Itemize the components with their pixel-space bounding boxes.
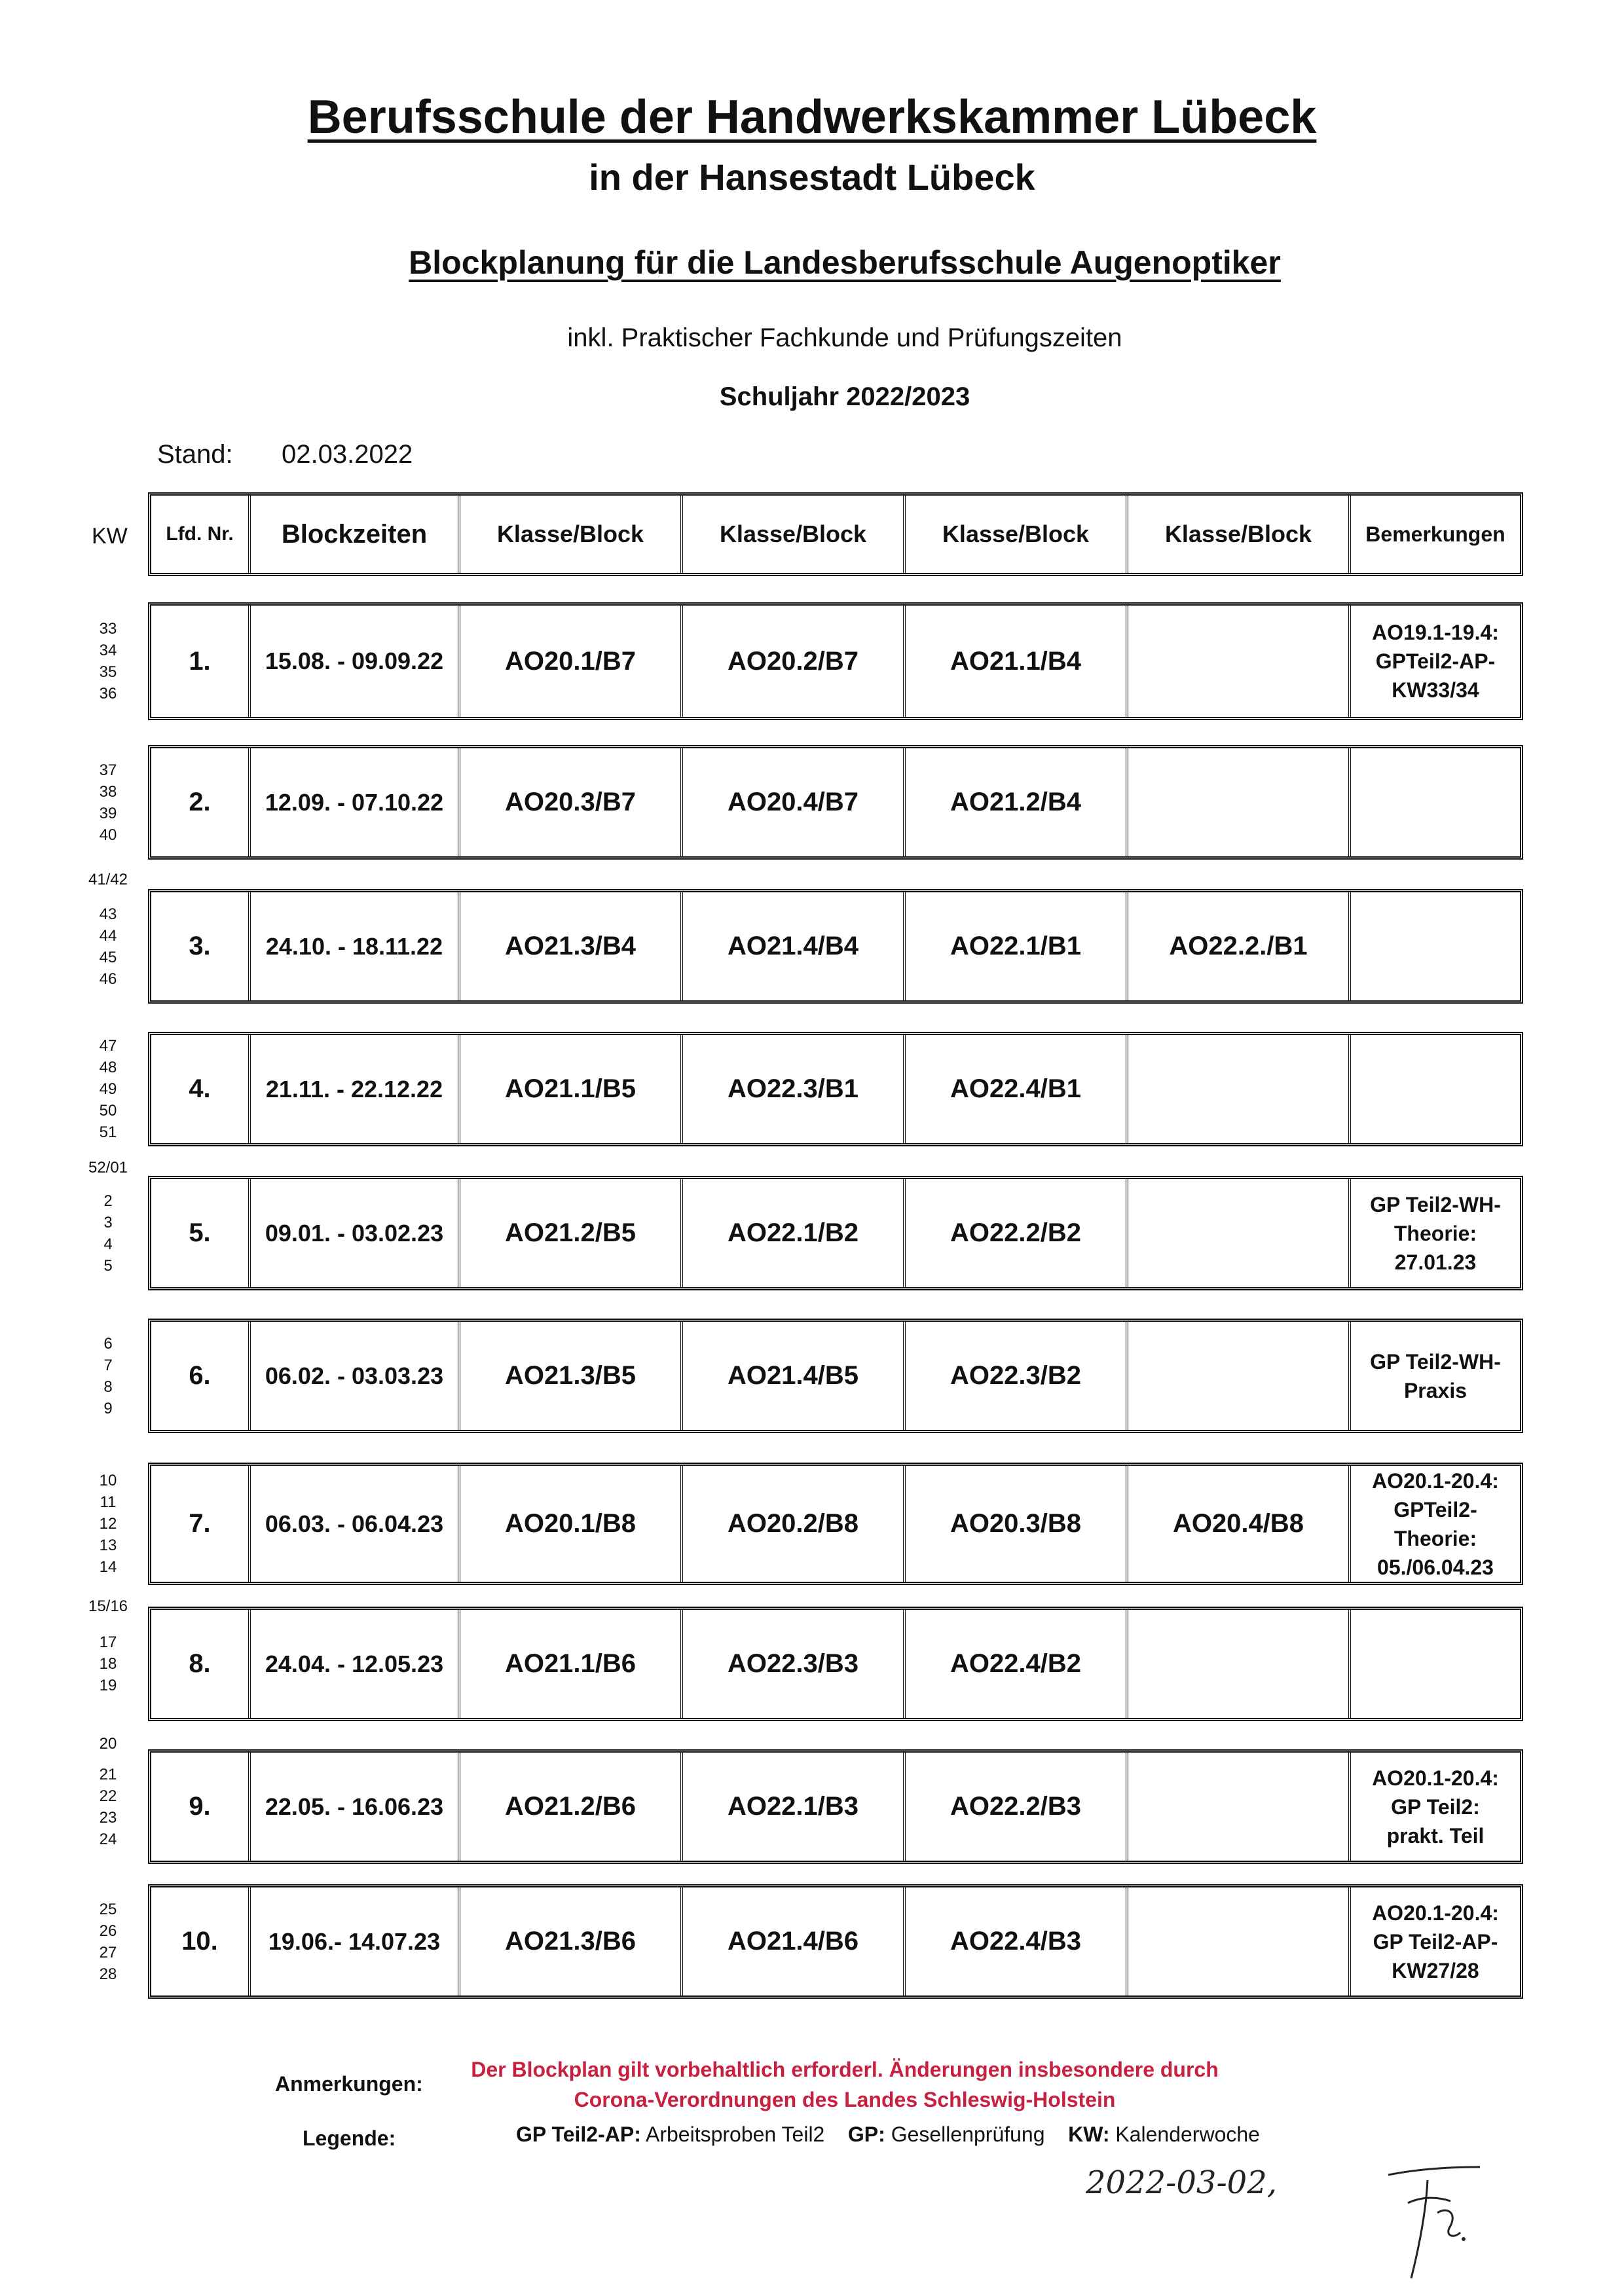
kw-numbers [79,1899,138,1985]
blockzeit-cell: 19.06.- 14.07.23 [251,1887,460,1995]
kw-number: 18 [99,1655,117,1673]
bemerkungen-cell [1351,1466,1520,1582]
kw-number: 21 [99,1765,117,1783]
klasse-block-cell [1128,606,1351,717]
school-year: Schuljahr 2022/2023 [719,382,970,411]
bemerkungen-cell [1351,748,1520,856]
bemerkung-line: 27.01.23 [1394,1250,1477,1274]
kw-number: 49 [99,1080,117,1098]
kw-number: 19 [99,1677,117,1694]
kw-number: 24 [99,1830,117,1848]
bemerkung-line: GP Teil2-WH- [1370,1192,1501,1216]
klasse-block-cell [1128,1610,1351,1718]
klasse-block-cell: AO22.2./B1 [1128,892,1351,1000]
klasse-block-cell: AO21.1/B5 [460,1035,683,1143]
kw-number: 45 [99,948,117,966]
stand-date: 02.03.2022 [282,440,413,469]
table-row [148,1884,1523,1999]
lfd-nr-cell: 3. [151,892,251,1000]
bemerkung-line: KW33/34 [1392,678,1479,702]
header-klasse-block-2: Klasse/Block [683,496,906,573]
klasse-block-cell: AO22.1/B1 [906,892,1128,1000]
blockzeit-cell: 15.08. - 09.09.22 [251,606,460,717]
klasse-block-cell: AO21.2/B5 [460,1179,683,1287]
kw-number: 43 [99,905,117,923]
kw-number: 34 [99,642,117,659]
header-klasse-block-1: Klasse/Block [460,496,683,573]
table-row [148,602,1523,720]
bemerkung-line: GP Teil2-AP- [1373,1929,1498,1954]
kw-number: 39 [99,804,117,822]
kw-number: 4 [103,1235,113,1253]
header-bemerkungen: Bemerkungen [1365,522,1505,546]
klasse-block-cell: AO20.3/B8 [906,1466,1128,1582]
kw-number: 35 [99,663,117,681]
klasse-block-cell: AO21.2/B6 [460,1753,683,1861]
klasse-block-cell: AO22.3/B1 [683,1035,906,1143]
header-klasse-block-4: Klasse/Block [1128,496,1351,573]
kw-numbers [79,1470,138,1578]
klasse-block-cell: AO21.3/B6 [460,1887,683,1995]
blockzeit-cell: 06.03. - 06.04.23 [251,1466,460,1582]
klasse-block-cell [1128,1179,1351,1287]
bemerkungen-cell [1351,892,1520,1000]
kw-numbers [79,1190,138,1277]
kw-number: 28 [99,1965,117,1983]
bemerkungen-cell [1351,1753,1520,1861]
klasse-block-cell: AO22.1/B3 [683,1753,906,1861]
table-row [148,1749,1523,1864]
bemerkung-line: KW27/28 [1392,1958,1479,1982]
lfd-nr-cell: 1. [151,606,251,717]
bemerkungen-cell [1351,1179,1520,1287]
kw-number: 17 [99,1633,117,1651]
kw-number: 47 [99,1037,117,1055]
klasse-block-cell [1128,1322,1351,1430]
handwritten-date: 2022-03-02, [1086,2164,1278,2201]
kw-number: 46 [99,970,117,988]
kw-holiday-weeks: 52/01 [88,1159,128,1176]
kw-number: 7 [103,1356,113,1374]
blockzeit-cell: 24.04. - 12.05.23 [251,1610,460,1718]
blockzeit-cell: 21.11. - 22.12.22 [251,1035,460,1143]
kw-number: 11 [100,1493,117,1511]
bemerkungen-cell [1351,1610,1520,1718]
kw-number: 2 [103,1192,113,1210]
lfd-nr-cell: 5. [151,1179,251,1287]
lfd-nr-cell: 2. [151,748,251,856]
bemerkung-line: AO19.1-19.4: [1372,621,1499,644]
anmerkungen-label: Anmerkungen: [275,2072,423,2096]
lfd-nr-cell: 7. [151,1466,251,1582]
kw-numbers [79,618,138,704]
table-row [148,889,1523,1004]
handwritten-signature [1080,2141,1500,2291]
table-row [148,1319,1523,1433]
bemerkung-line: AO20.1-20.4: [1372,1468,1499,1493]
table-row [148,1032,1523,1146]
kw-numbers [79,759,138,846]
klasse-block-cell: AO22.4/B3 [906,1887,1128,1995]
lfd-nr-cell: 4. [151,1035,251,1143]
kw-number: 40 [99,826,117,844]
kw-number: 25 [99,1900,117,1918]
lfd-nr-cell: 10. [151,1887,251,1995]
kw-holiday-weeks: 15/16 [88,1597,128,1615]
klasse-block-cell: AO22.3/B2 [906,1322,1128,1430]
kw-numbers [79,1333,138,1419]
klasse-block-cell: AO21.2/B4 [906,748,1128,856]
kw-number: 38 [99,782,117,801]
kw-numbers [79,1035,138,1143]
bemerkung-line: Praxis [1403,1378,1467,1402]
kw-number: 36 [99,685,117,702]
kw-number: 6 [103,1334,113,1353]
kw-numbers [79,1631,138,1696]
klasse-block-cell: AO22.4/B2 [906,1610,1128,1718]
blockzeit-cell: 06.02. - 03.03.23 [251,1322,460,1430]
klasse-block-cell: AO20.1/B8 [460,1466,683,1582]
kw-number: 23 [99,1808,117,1827]
table-row [148,1463,1523,1585]
header-blockzeiten: Blockzeiten [251,496,460,573]
bemerkung-line: prakt. Teil [1386,1823,1485,1848]
school-name: Berufsschule der Handwerkskammer Lübeck [307,91,1317,143]
kw-number: 37 [99,761,117,779]
kw-number: 33 [99,620,117,638]
klasse-block-cell: AO20.3/B7 [460,748,683,856]
kw-number: 26 [99,1922,117,1940]
klasse-block-cell: AO22.1/B2 [683,1179,906,1287]
klasse-block-cell [1128,1887,1351,1995]
klasse-block-cell: AO21.1/B6 [460,1610,683,1718]
kw-number: 12 [99,1515,117,1533]
kw-number: 22 [99,1787,117,1805]
bemerkung-line: AO20.1-20.4: [1372,1766,1499,1790]
kw-number: 51 [99,1123,117,1141]
kw-number: 13 [99,1537,117,1554]
klasse-block-cell: AO22.2/B2 [906,1179,1128,1287]
bemerkung-line: GP Teil2-WH- [1370,1349,1501,1374]
klasse-block-cell [1128,1753,1351,1861]
klasse-block-cell [1128,1035,1351,1143]
bemerkung-line: 05./06.04.23 [1377,1555,1494,1579]
kw-holiday-weeks: 41/42 [88,871,128,888]
bemerkung-line: AO20.1-20.4: [1372,1901,1499,1925]
bemerkung-line: Theorie: [1393,1221,1477,1245]
klasse-block-cell: AO21.3/B4 [460,892,683,1000]
klasse-block-cell: AO21.3/B5 [460,1322,683,1430]
bemerkung-line: GPTeil2- [1393,1497,1477,1522]
klasse-block-cell: AO21.4/B4 [683,892,906,1000]
kw-number: 3 [103,1213,113,1231]
table-row [148,1176,1523,1290]
klasse-block-cell: AO21.1/B4 [906,606,1128,717]
kw-holiday-weeks: 20 [99,1735,117,1753]
klasse-block-cell: AO22.4/B1 [906,1035,1128,1143]
kw-number: 8 [103,1377,113,1396]
blockzeit-cell: 22.05. - 16.06.23 [251,1753,460,1861]
legende-label: Legende: [303,2126,396,2150]
kw-number: 50 [99,1102,117,1120]
bemerkung-line: GPTeil2-AP- [1375,649,1496,673]
anmerkungen-text: Der Blockplan gilt vorbehaltlich erforderl. Änderungen insbesondere durch Corona-Verordnungen des Landes Schleswig-Holstein [471,2058,1219,2111]
kw-number: 10 [99,1472,117,1489]
document-title: Blockplanung für die Landesberufsschule Augenoptiker [409,244,1281,281]
blockzeit-cell: 09.01. - 03.02.23 [251,1179,460,1287]
legende-value-2: Gesellenprüfung [891,2123,1045,2146]
legende-key-3: KW: [1068,2123,1110,2146]
kw-number: 44 [99,926,117,945]
table-header-row [148,492,1523,576]
klasse-block-cell: AO20.4/B8 [1128,1466,1351,1582]
legende-value-3: Kalenderwoche [1115,2123,1260,2146]
bemerkungen-cell [1351,1322,1520,1430]
klasse-block-cell: AO21.4/B5 [683,1322,906,1430]
klasse-block-cell: AO22.3/B3 [683,1610,906,1718]
bemerkungen-cell [1351,606,1520,717]
lfd-nr-cell: 8. [151,1610,251,1718]
bemerkungen-cell [1351,1035,1520,1143]
blockzeit-cell: 12.09. - 07.10.22 [251,748,460,856]
bemerkung-line: Theorie: [1393,1526,1477,1550]
klasse-block-cell: AO20.1/B7 [460,606,683,717]
bemerkung-line: GP Teil2: [1391,1795,1480,1819]
kw-number: 14 [99,1558,117,1576]
header-klasse-block-3: Klasse/Block [906,496,1128,573]
lfd-nr-cell: 9. [151,1753,251,1861]
stand-label: Stand: [157,440,233,469]
lfd-nr-cell: 6. [151,1322,251,1430]
bemerkungen-cell [1351,1887,1520,1995]
document-subtitle: inkl. Praktischer Fachkunde und Prüfungszeiten [567,323,1122,352]
city-name: in der Hansestadt Lübeck [589,156,1035,198]
kw-number: 27 [99,1943,117,1961]
klasse-block-cell: AO20.2/B8 [683,1466,906,1582]
kw-number: 48 [99,1059,117,1076]
kw-numbers [79,1764,138,1850]
klasse-block-cell: AO20.4/B7 [683,748,906,856]
table-row [148,1607,1523,1721]
klasse-block-cell: AO22.2/B3 [906,1753,1128,1861]
klasse-block-cell: AO20.2/B7 [683,606,906,717]
blockzeit-cell: 24.10. - 18.11.22 [251,892,460,1000]
kw-number: 9 [103,1399,113,1417]
klasse-block-cell [1128,748,1351,856]
legende-key-1: GP Teil2-AP: [516,2123,641,2146]
table-row [148,745,1523,860]
kw-numbers [79,903,138,990]
kw-column-header: KW [92,524,128,549]
klasse-block-cell: AO21.4/B6 [683,1887,906,1995]
header-lfd-nr: Lfd. Nr. [151,496,251,573]
legende-value-1: Arbeitsproben Teil2 [645,2123,825,2146]
legende-key-2: GP: [847,2123,885,2146]
kw-number: 5 [103,1256,113,1275]
